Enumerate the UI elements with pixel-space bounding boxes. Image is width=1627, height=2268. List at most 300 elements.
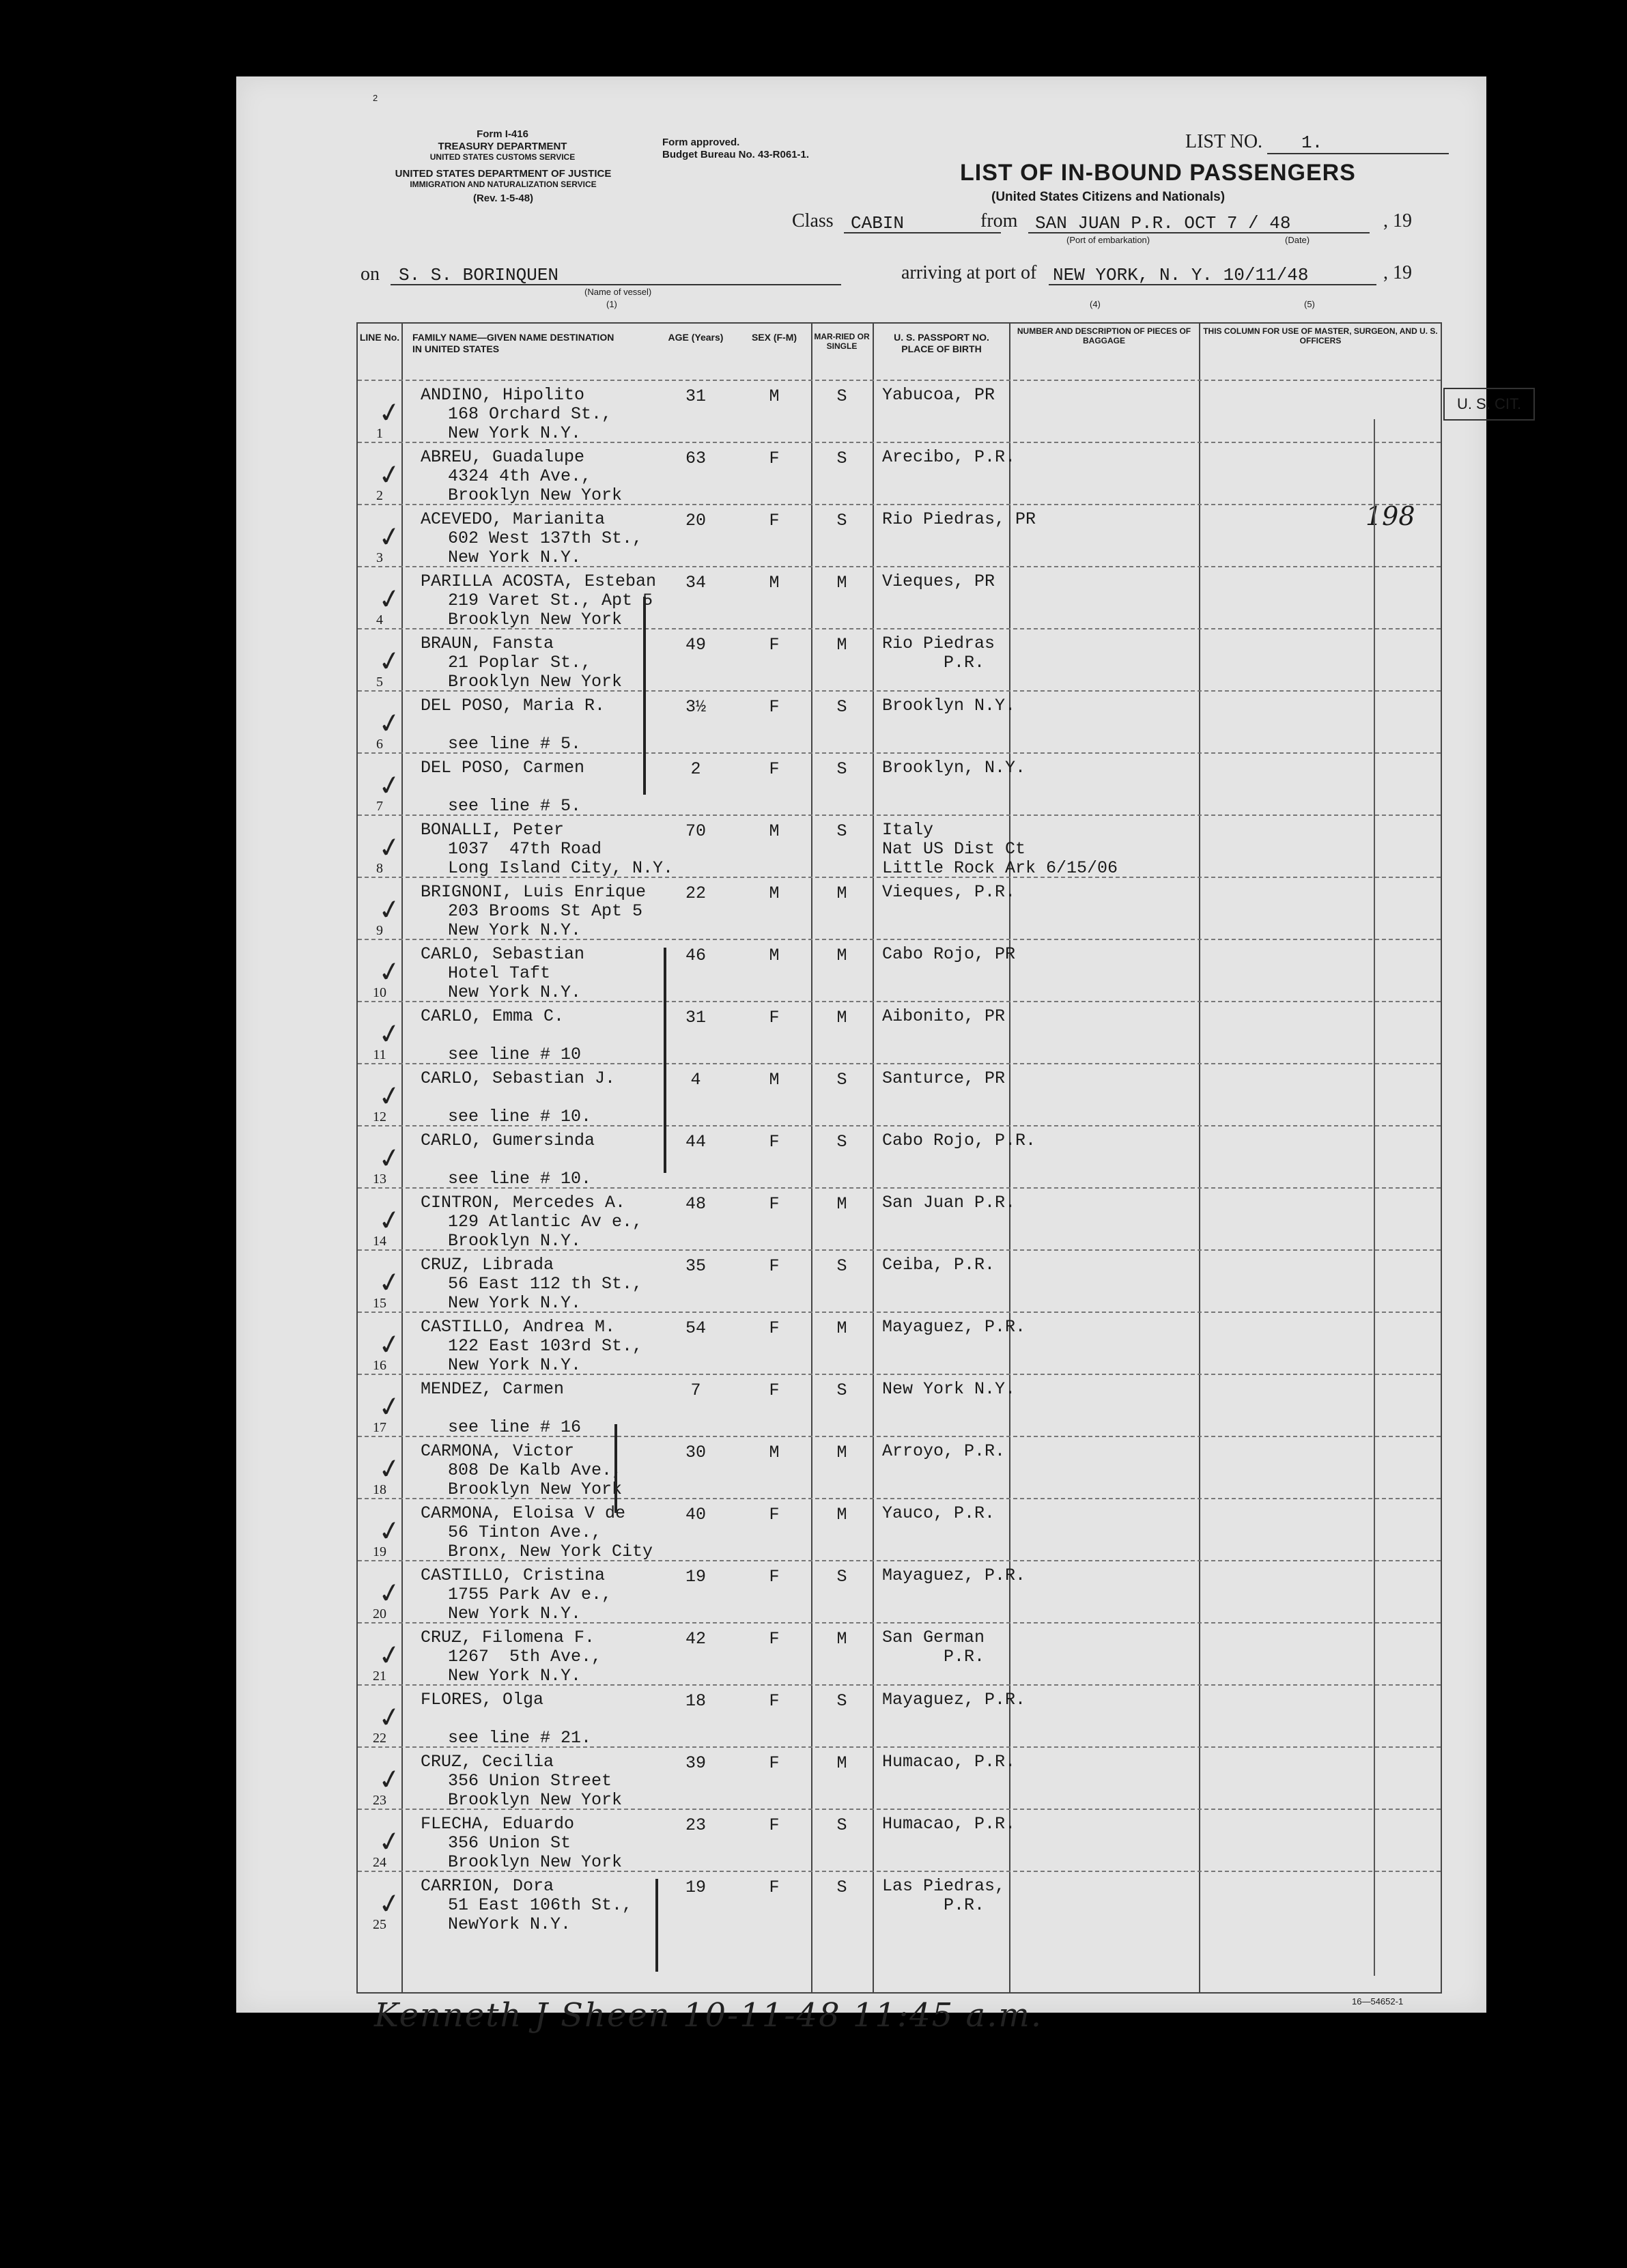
marital-status: S <box>836 1070 847 1090</box>
col-name: FAMILY NAME—GIVEN NAME DESTINATION IN UNITED STATES <box>412 332 614 354</box>
marital-status: M <box>836 1753 847 1773</box>
address-line-1: 51 East 106th St., <box>448 1895 633 1915</box>
checkmark-icon: ✓ <box>376 1514 404 1549</box>
customs-service: UNITED STATES CUSTOMS SERVICE <box>429 152 576 162</box>
age-value: 31 <box>685 386 706 406</box>
line-number: 8 <box>376 861 383 876</box>
table-row <box>358 1809 1441 1872</box>
year-suffix: , 19 <box>1383 210 1412 231</box>
marital-status: M <box>836 1629 847 1649</box>
marital-status: S <box>836 1567 847 1587</box>
birthplace-line-1: Ceiba, P.R. <box>882 1255 995 1275</box>
birthplace-line-1: Mayaguez, P.R. <box>882 1690 1026 1710</box>
col-age: AGE (Years) <box>668 332 724 343</box>
checkmark-icon: ✓ <box>376 954 404 990</box>
address-line-1: 4324 4th Ave., <box>448 466 592 486</box>
line-number: 15 <box>373 1296 386 1311</box>
address-line-1: 356 Union Street <box>448 1771 612 1791</box>
passenger-name: CARLO, Sebastian J. <box>421 1068 616 1088</box>
line-number: 24 <box>373 1855 386 1870</box>
checkmark-icon: ✓ <box>376 644 404 679</box>
address-line-1: 808 De Kalb Ave., <box>448 1460 623 1480</box>
marital-status: M <box>836 1505 847 1525</box>
birthplace-line-1: Brooklyn, N.Y. <box>882 758 1026 778</box>
address-line-1: 56 East 112 th St., <box>448 1274 643 1294</box>
address-line-2: New York N.Y. <box>448 920 582 940</box>
address-line-1: 122 East 103rd St., <box>448 1336 643 1356</box>
address-line-2: New York N.Y. <box>448 1293 582 1313</box>
birthplace-line-1: Mayaguez, P.R. <box>882 1565 1026 1585</box>
from-rule <box>1028 232 1370 233</box>
checkmark-icon: ✓ <box>376 1638 404 1673</box>
marital-status: S <box>836 449 847 468</box>
passenger-name: ANDINO, Hipolito <box>421 385 585 405</box>
age-value: 19 <box>685 1567 706 1587</box>
sex-value: F <box>769 1629 780 1649</box>
address-line-2: Brooklyn New York <box>448 610 623 629</box>
passenger-name: CRUZ, Librada <box>421 1255 554 1275</box>
checkmark-icon: ✓ <box>376 1389 404 1425</box>
address-line-2: see line # 10 <box>448 1045 582 1064</box>
vessel-value: S. S. BORINQUEN <box>399 265 559 285</box>
birthplace-line-1: Italy <box>882 820 934 840</box>
inspector-signature: Kenneth J Sheen 10-11-48 11:45 a.m. <box>374 1996 1043 2035</box>
on-label: on <box>360 264 380 285</box>
birthplace-line-1: San German <box>882 1628 985 1647</box>
address-line-1: 168 Orchard St., <box>448 404 612 424</box>
checkmark-icon: ✓ <box>376 1079 404 1114</box>
age-value: 42 <box>685 1629 706 1649</box>
port-embark-caption: (Port of embarkation) <box>1066 235 1150 245</box>
marital-status: S <box>836 1132 847 1152</box>
passenger-name: DEL POSO, Maria R. <box>421 696 606 715</box>
age-value: 40 <box>685 1505 706 1525</box>
table-row <box>358 1871 1441 1934</box>
sex-value: F <box>769 1815 780 1835</box>
address-line-1: 203 Brooms St Apt 5 <box>448 901 643 921</box>
line-number: 14 <box>373 1234 386 1249</box>
passenger-name: FLORES, Olga <box>421 1690 544 1710</box>
passenger-name: MENDEZ, Carmen <box>421 1379 565 1399</box>
line-number: 2 <box>376 488 383 503</box>
date-caption: (Date) <box>1285 235 1310 245</box>
birthplace-line-1: Rio Piedras <box>882 634 995 653</box>
passenger-name: ACEVEDO, Marianita <box>421 509 606 529</box>
line-number: 18 <box>373 1482 386 1497</box>
list-no-value: 1. <box>1301 132 1323 153</box>
immigration-service: IMMIGRATION AND NATURALIZATION SERVICE <box>410 180 597 189</box>
age-value: 46 <box>685 946 706 965</box>
line-number: 16 <box>373 1358 386 1373</box>
date-col: (5) <box>1304 299 1315 309</box>
marital-status: S <box>836 697 847 717</box>
birthplace-line-1: Vieques, PR <box>882 571 995 591</box>
sex-value: F <box>769 1256 780 1276</box>
line-number: 4 <box>376 612 383 627</box>
age-value: 35 <box>685 1256 706 1276</box>
address-line-2: New York N.Y. <box>448 423 582 443</box>
age-value: 22 <box>685 883 706 903</box>
family-bracket <box>664 948 666 1173</box>
age-value: 48 <box>685 1194 706 1214</box>
marital-status: S <box>836 1380 847 1400</box>
page-title: LIST OF IN-BOUND PASSENGERS <box>960 160 1356 186</box>
sex-value: M <box>769 1443 780 1462</box>
checkmark-icon: ✓ <box>376 1203 404 1238</box>
checkmark-icon: ✓ <box>376 1327 404 1363</box>
address-line-1: 56 Tinton Ave., <box>448 1522 602 1542</box>
arrival-value: NEW YORK, N. Y. 10/11/48 <box>1053 265 1309 285</box>
age-value: 49 <box>685 635 706 655</box>
checkmark-icon: ✓ <box>376 1141 404 1176</box>
marital-status: S <box>836 759 847 779</box>
sex-value: F <box>769 1505 780 1525</box>
birthplace-line-2: P.R. <box>882 1647 985 1667</box>
sex-value: F <box>769 1008 780 1027</box>
sex-value: M <box>769 1070 780 1090</box>
checkmark-icon: ✓ <box>376 1886 404 1922</box>
address-line-2: see line # 10. <box>448 1107 592 1126</box>
passenger-name: CASTILLO, Andrea M. <box>421 1317 616 1337</box>
birthplace-line-1: Aibonito, PR <box>882 1006 1006 1026</box>
birthplace-line-1: Cabo Rojo, PR <box>882 944 1016 964</box>
birthplace-line-1: Arroyo, P.R. <box>882 1441 1006 1461</box>
marital-status: M <box>836 1443 847 1462</box>
table-row <box>358 380 1441 443</box>
revision: (Rev. 1-5-48) <box>472 193 534 204</box>
passenger-name: BONALLI, Peter <box>421 820 565 840</box>
sex-value: F <box>769 1132 780 1152</box>
list-no-label: LIST NO. <box>1185 131 1263 152</box>
age-value: 31 <box>685 1008 706 1027</box>
treasury-dept: TREASURY DEPARTMENT <box>438 141 567 152</box>
table-row <box>358 1187 1441 1251</box>
line-number: 1 <box>376 426 383 441</box>
class-rule <box>844 232 1001 233</box>
budget-bureau: Budget Bureau No. 43-R061-1. <box>662 149 810 160</box>
sex-value: M <box>769 946 780 965</box>
line-number: 20 <box>373 1606 386 1621</box>
line-number: 21 <box>373 1669 386 1684</box>
address-line-2: see line # 5. <box>448 796 582 816</box>
line-number: 5 <box>376 675 383 690</box>
col-line-no: LINE No. <box>359 332 400 343</box>
marital-status: S <box>836 821 847 841</box>
address-line-2: see line # 5. <box>448 734 582 754</box>
table-row <box>358 1374 1441 1437</box>
line-number: 9 <box>376 923 383 938</box>
table-row <box>358 1125 1441 1189</box>
birthplace-line-1: New York N.Y. <box>882 1379 1016 1399</box>
table-row <box>358 1063 1441 1126</box>
address-line-1: Hotel Taft <box>448 963 551 983</box>
birthplace-line-1: Rio Piedras, PR <box>882 509 1036 529</box>
address-line-2: see line # 21. <box>448 1728 592 1748</box>
sex-value: M <box>769 883 780 903</box>
passenger-name: CRUZ, Cecilia <box>421 1752 554 1772</box>
birthplace-line-1: Cabo Rojo, P.R. <box>882 1131 1036 1150</box>
passenger-name: PARILLA ACOSTA, Esteban <box>421 571 657 591</box>
line-number: 6 <box>376 737 383 752</box>
sex-value: F <box>769 449 780 468</box>
checkmark-icon: ✓ <box>376 892 404 928</box>
passenger-name: BRAUN, Fansta <box>421 634 554 653</box>
table-row <box>358 1746 1441 1810</box>
page-subtitle: (United States Citizens and Nationals) <box>991 190 1226 204</box>
table-row <box>358 504 1441 567</box>
birthplace-line-1: Yauco, P.R. <box>882 1503 995 1523</box>
marital-status: S <box>836 1256 847 1276</box>
age-value: 63 <box>685 449 706 468</box>
table-row <box>358 1560 1441 1624</box>
sex-value: F <box>769 1567 780 1587</box>
line-number: 23 <box>373 1793 386 1808</box>
col-married: MAR-RIED OR SINGLE <box>814 332 870 352</box>
table-row <box>358 442 1441 505</box>
table-row <box>358 939 1441 1002</box>
birthplace-line-2: Nat US Dist Ct <box>882 839 1026 859</box>
corner-mark: 2 <box>373 93 378 103</box>
line-number: 17 <box>373 1420 386 1435</box>
address-line-2: see line # 16 <box>448 1417 582 1437</box>
marital-status: S <box>836 1691 847 1711</box>
sex-value: F <box>769 511 780 530</box>
sex-value: F <box>769 1691 780 1711</box>
passenger-name: BRIGNONI, Luis Enrique <box>421 882 647 902</box>
sex-value: F <box>769 697 780 717</box>
birthplace-line-1: Yabucoa, PR <box>882 385 995 405</box>
address-line-2: Brooklyn New York <box>448 1479 623 1499</box>
footer-code: 16—54652-1 <box>1352 1996 1404 2007</box>
sex-value: F <box>769 759 780 779</box>
sex-value: F <box>769 1318 780 1338</box>
age-value: 2 <box>690 759 701 779</box>
line-number: 19 <box>373 1544 386 1559</box>
address-line-2: Brooklyn New York <box>448 1790 623 1810</box>
passenger-name: CARLO, Gumersinda <box>421 1131 595 1150</box>
manifest-page <box>236 76 1522 2035</box>
from-label: from <box>980 210 1018 231</box>
line-number: 12 <box>373 1109 386 1124</box>
passenger-name: CARLO, Sebastian <box>421 944 585 964</box>
birthplace-line-1: Arecibo, P.R. <box>882 447 1016 467</box>
checkmark-icon: ✓ <box>376 1576 404 1611</box>
family-bracket <box>643 597 646 795</box>
age-value: 20 <box>685 511 706 530</box>
checkmark-icon: ✓ <box>376 1017 404 1052</box>
line-number: 11 <box>373 1047 386 1062</box>
marital-status: M <box>836 883 847 903</box>
family-bracket <box>655 1879 658 1972</box>
address-line-1: 1037 47th Road <box>448 839 602 859</box>
list-no-rule <box>1267 153 1449 154</box>
passenger-name: CARMONA, Eloisa V de <box>421 1503 626 1523</box>
arrival-rule <box>1049 284 1376 285</box>
line-number: 22 <box>373 1731 386 1746</box>
address-line-2: Bronx, New York City <box>448 1542 653 1561</box>
address-line-2: New York N.Y. <box>448 1604 582 1624</box>
address-line-2: Brooklyn New York <box>448 1852 623 1872</box>
address-line-2: New York N.Y. <box>448 982 582 1002</box>
passenger-name: FLECHA, Eduardo <box>421 1814 575 1834</box>
checkmark-icon: ✓ <box>376 1824 404 1860</box>
checkmark-icon: ✓ <box>376 395 404 431</box>
sex-value: F <box>769 1194 780 1214</box>
marital-status: S <box>836 1877 847 1897</box>
birthplace-line-1: Vieques, P.R. <box>882 882 1016 902</box>
address-line-2: Brooklyn New York <box>448 485 623 505</box>
line-number: 13 <box>373 1172 386 1187</box>
age-value: 7 <box>690 1380 701 1400</box>
marital-status: M <box>836 573 847 593</box>
address-line-1: 602 West 137th St., <box>448 528 643 548</box>
checkmark-icon: ✓ <box>376 1762 404 1798</box>
justice-dept: UNITED STATES DEPARTMENT OF JUSTICE <box>395 168 612 180</box>
col-officers: THIS COLUMN FOR USE OF MASTER, SURGEON, AND U. S. OFFICERS <box>1203 326 1438 346</box>
passenger-name: ABREU, Guadalupe <box>421 447 585 467</box>
birthplace-line-1: Las Piedras, <box>882 1876 1006 1896</box>
table-row <box>358 1249 1441 1313</box>
sex-value: F <box>769 1877 780 1897</box>
passenger-name: DEL POSO, Carmen <box>421 758 585 778</box>
arrival-col: (4) <box>1090 299 1101 309</box>
address-line-2: New York N.Y. <box>448 1355 582 1375</box>
arriving-label: arriving at port of <box>901 262 1037 283</box>
sex-value: F <box>769 635 780 655</box>
table-row <box>358 1684 1441 1748</box>
line-number: 3 <box>376 550 383 565</box>
table-row <box>358 628 1441 692</box>
birthplace-line-1: San Juan P.R. <box>882 1193 1016 1213</box>
age-value: 19 <box>685 1877 706 1897</box>
age-value: 3½ <box>685 697 706 717</box>
checkmark-icon: ✓ <box>376 582 404 617</box>
address-line-1: 129 Atlantic Av e., <box>448 1212 643 1232</box>
age-value: 39 <box>685 1753 706 1773</box>
marital-status: S <box>836 386 847 406</box>
checkmark-icon: ✓ <box>376 706 404 741</box>
table-row <box>358 1436 1441 1499</box>
passenger-name: CRUZ, Filomena F. <box>421 1628 595 1647</box>
birthplace-line-1: Brooklyn N.Y. <box>882 696 1016 715</box>
birthplace-line-1: Santurce, PR <box>882 1068 1006 1088</box>
address-line-1: 1755 Park Av e., <box>448 1585 612 1604</box>
marital-status: M <box>836 1194 847 1214</box>
line-number: 10 <box>373 985 386 1000</box>
address-line-2: New York N.Y. <box>448 1666 582 1686</box>
vessel-col: (1) <box>606 299 617 309</box>
table-row <box>358 1622 1441 1686</box>
checkmark-icon: ✓ <box>376 1451 404 1487</box>
age-value: 34 <box>685 573 706 593</box>
passenger-name: CARMONA, Victor <box>421 1441 575 1461</box>
age-value: 23 <box>685 1815 706 1835</box>
marital-status: S <box>836 1815 847 1835</box>
age-value: 30 <box>685 1443 706 1462</box>
marital-status: M <box>836 635 847 655</box>
us-citizen-stamp: U. S. CIT. <box>1443 388 1535 421</box>
table-row <box>358 1001 1441 1064</box>
col-sex: SEX (F-M) <box>751 332 797 343</box>
approval: Form approved. <box>662 137 740 148</box>
table-row <box>358 1498 1441 1561</box>
birthplace-line-2: P.R. <box>882 1895 985 1915</box>
address-line-2: Long Island City, N.Y. <box>448 858 674 878</box>
passenger-table <box>356 322 1522 1994</box>
vessel-caption: (Name of vessel) <box>584 287 652 297</box>
table-row <box>358 877 1441 940</box>
address-line-1: 21 Poplar St., <box>448 653 592 672</box>
class-value: CABIN <box>851 213 905 233</box>
line-number: 7 <box>376 799 383 814</box>
checkmark-icon: ✓ <box>376 1265 404 1301</box>
col-baggage: NUMBER AND DESCRIPTION OF PIECES OF BAGGAGE <box>1017 326 1191 346</box>
sex-value: F <box>769 1380 780 1400</box>
birthplace-line-3: Little Rock Ark 6/15/06 <box>882 858 1118 878</box>
family-bracket <box>614 1424 617 1513</box>
age-value: 54 <box>685 1318 706 1338</box>
checkmark-icon: ✓ <box>376 520 404 555</box>
address-line-2: Brooklyn N.Y. <box>448 1231 582 1251</box>
address-line-2: New York N.Y. <box>448 548 582 567</box>
birthplace-line-1: Humacao, P.R. <box>882 1814 1016 1834</box>
age-value: 70 <box>685 821 706 841</box>
line-number: 25 <box>373 1917 386 1932</box>
sex-value: M <box>769 386 780 406</box>
marital-status: S <box>836 511 847 530</box>
table-row <box>358 690 1441 754</box>
age-value: 18 <box>685 1691 706 1711</box>
table-row <box>358 1312 1441 1375</box>
table-row <box>358 814 1441 878</box>
vessel-rule <box>391 284 841 285</box>
marital-status: M <box>836 1008 847 1027</box>
passenger-name: CINTRON, Mercedes A. <box>421 1193 626 1213</box>
form-id: Form I-416 <box>477 128 528 140</box>
address-line-1: 219 Varet St., Apt 5 <box>448 591 653 610</box>
marital-status: M <box>836 946 847 965</box>
address-line-2: Brooklyn New York <box>448 672 623 692</box>
table-row <box>358 752 1441 816</box>
sex-value: F <box>769 1753 780 1773</box>
checkmark-icon: ✓ <box>376 457 404 493</box>
age-value: 44 <box>685 1132 706 1152</box>
officer-note: 198 <box>1366 501 1415 531</box>
address-line-2: NewYork N.Y. <box>448 1914 571 1934</box>
checkmark-icon: ✓ <box>376 768 404 804</box>
age-value: 4 <box>690 1070 701 1090</box>
passenger-name: CARRION, Dora <box>421 1876 554 1896</box>
checkmark-icon: ✓ <box>376 1700 404 1735</box>
birthplace-line-1: Humacao, P.R. <box>882 1752 1016 1772</box>
address-line-1: 356 Union St <box>448 1833 571 1853</box>
sex-value: M <box>769 821 780 841</box>
birthplace-line-1: Mayaguez, P.R. <box>882 1317 1026 1337</box>
class-label: Class <box>792 210 834 231</box>
passenger-name: CASTILLO, Cristina <box>421 1565 606 1585</box>
marital-status: M <box>836 1318 847 1338</box>
table-row <box>358 566 1441 629</box>
checkmark-icon: ✓ <box>376 830 404 866</box>
birthplace-line-2: P.R. <box>882 653 985 672</box>
address-line-1: 1267 5th Ave., <box>448 1647 602 1667</box>
sex-value: M <box>769 573 780 593</box>
address-line-2: see line # 10. <box>448 1169 592 1189</box>
passenger-name: CARLO, Emma C. <box>421 1006 565 1026</box>
col-passport: U. S. PASSPORT NO. PLACE OF BIRTH <box>894 332 989 354</box>
arrival-year-suffix: , 19 <box>1383 262 1412 283</box>
from-value: SAN JUAN P.R. OCT 7 / 48 <box>1035 213 1291 233</box>
